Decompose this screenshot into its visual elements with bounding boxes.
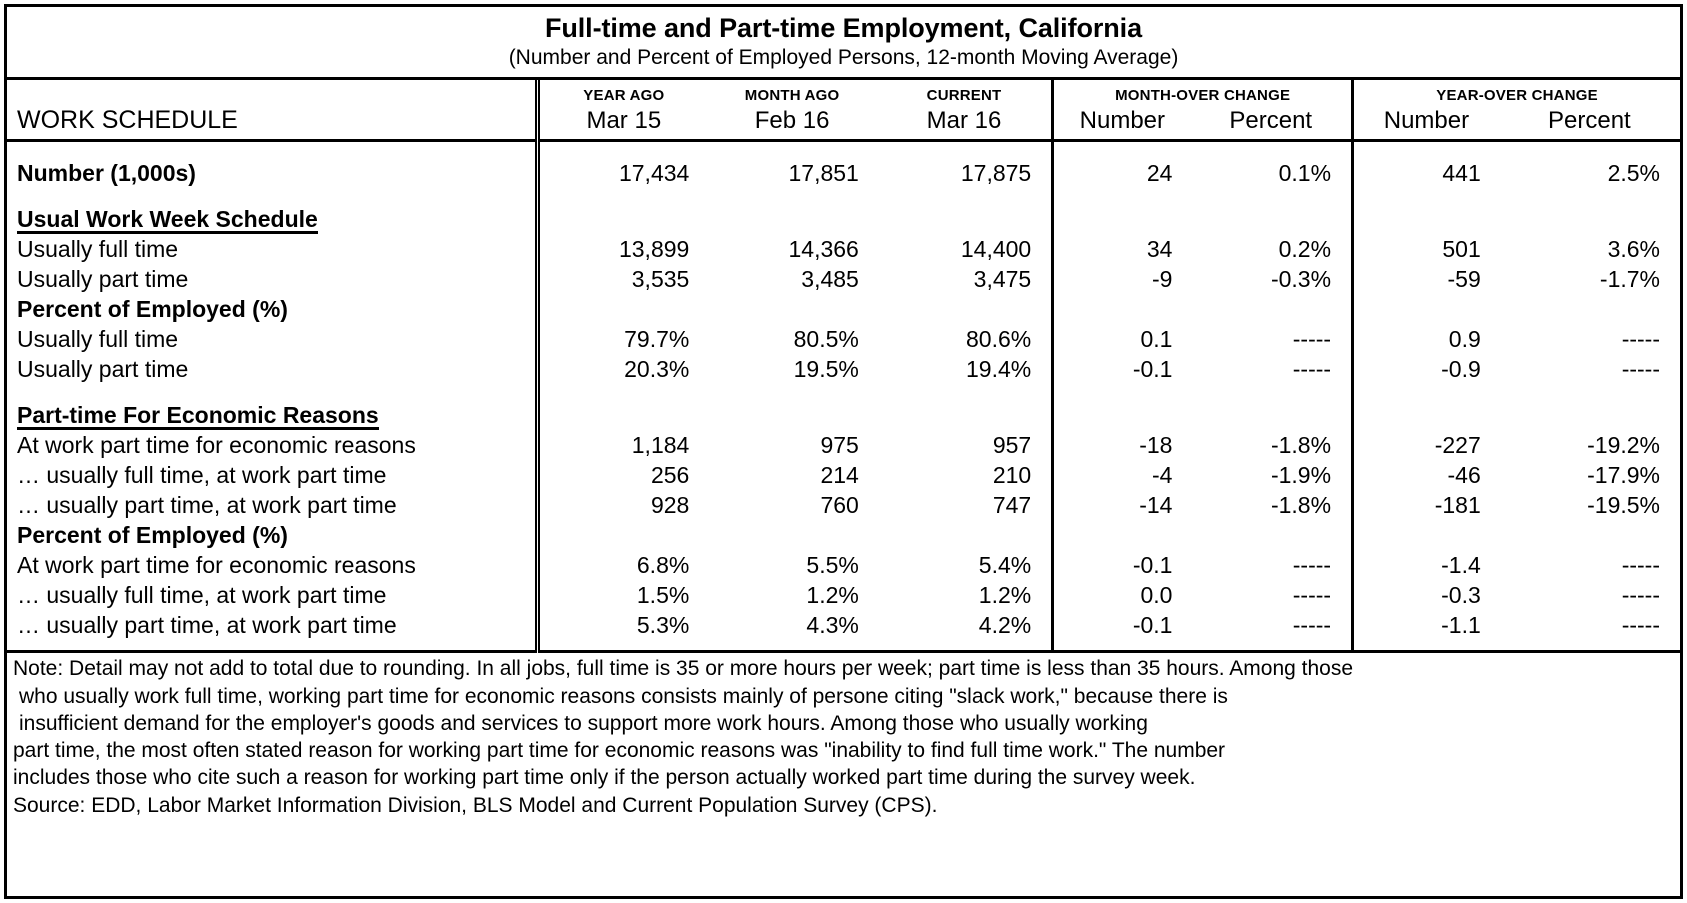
- spacer: [7, 188, 1680, 204]
- cell-current: 747: [992, 492, 1032, 519]
- cell-yo-number: -0.3: [1353, 580, 1499, 610]
- cell-mo-percent: -----: [1292, 356, 1332, 383]
- footnote-line-4: part time, the most often stated reason for working part time for economic reasons was "inability to find full time work." The number: [13, 739, 1226, 763]
- row-label: Usually full time: [17, 326, 179, 353]
- row-label: … usually full time, at work part time: [17, 462, 387, 489]
- table-row: [7, 264, 1680, 294]
- cell-yo-percent: -19.2%: [1587, 432, 1660, 459]
- cell-month-ago: 17,851: [788, 160, 859, 186]
- header-mo-percent: Percent: [1229, 107, 1313, 134]
- footnote-line-5: includes those who cite such a reason for working part time only if the person actually worked part time during the survey week.: [13, 766, 1196, 790]
- cell-mo-percent: 0.2%: [1278, 236, 1332, 263]
- cell-yo-number: -1.4: [1353, 550, 1499, 580]
- footnote-line-3: insufficient demand for the employer's goods and services to support more work hours. Among those who usually working: [19, 711, 1148, 735]
- section-header: Percent of Employed (%): [17, 296, 288, 323]
- cell-mo-percent: -1.9%: [1270, 462, 1332, 489]
- table-section-row: [7, 294, 1680, 324]
- cell-yo-percent: -19.5%: [1587, 492, 1660, 519]
- cell-yo-percent: 3.6%: [1607, 236, 1660, 263]
- table-row: [7, 354, 1680, 384]
- header-group-month-ago: MONTH AGO: [744, 87, 840, 104]
- page-title: Full-time and Part-time Employment, California: [545, 13, 1142, 43]
- table-row: [7, 234, 1680, 264]
- cell-mo-number: -0.1: [1053, 354, 1191, 384]
- table-row: [7, 580, 1680, 610]
- cell-mo-number: -4: [1053, 460, 1191, 490]
- spacer: [7, 384, 1680, 400]
- table-row: [7, 158, 1680, 188]
- section-header: Percent of Employed (%): [17, 522, 288, 549]
- row-label: Usually part time: [17, 266, 189, 293]
- cell-year-ago: 928: [538, 490, 708, 520]
- cell-year-ago: 17,434: [538, 158, 708, 188]
- cell-current: 17,875: [960, 160, 1032, 186]
- cell-month-ago: 214: [820, 462, 859, 489]
- cell-mo-number: 24: [1053, 158, 1191, 188]
- header-work-schedule: WORK SCHEDULE: [17, 106, 238, 134]
- cell-mo-percent: -----: [1292, 326, 1332, 353]
- cell-mo-percent: -----: [1292, 552, 1332, 579]
- cell-yo-percent: -----: [1621, 552, 1660, 579]
- cell-yo-percent: 2.5%: [1607, 160, 1660, 186]
- cell-year-ago: 256: [538, 460, 708, 490]
- table-row: [7, 460, 1680, 490]
- cell-month-ago: 5.5%: [806, 552, 859, 579]
- table-section-row: [7, 520, 1680, 550]
- cell-year-ago: 13,899: [538, 234, 708, 264]
- cell-current: 4.2%: [978, 612, 1032, 639]
- header-group-year-ago: YEAR AGO: [538, 80, 708, 106]
- header-group-year-over-change: YEAR-OVER CHANGE: [1353, 80, 1680, 106]
- cell-yo-number: -227: [1353, 430, 1499, 460]
- footnote-source: Source: EDD, Labor Market Information Division, BLS Model and Current Population Survey (CPS).: [13, 793, 938, 817]
- header-group-current: CURRENT: [926, 87, 1002, 104]
- spacer: [7, 640, 1680, 650]
- cell-yo-percent: -1.7%: [1599, 266, 1660, 293]
- cell-current: 80.6%: [966, 326, 1032, 353]
- cell-yo-number: -46: [1353, 460, 1499, 490]
- cell-mo-number: -18: [1053, 430, 1191, 460]
- cell-yo-number: -0.9: [1353, 354, 1499, 384]
- cell-yo-percent: -----: [1621, 326, 1660, 353]
- table-row: [7, 324, 1680, 354]
- header-period-current: Mar 16: [926, 107, 1002, 134]
- cell-yo-number: 0.9: [1353, 324, 1499, 354]
- cell-mo-number: 0.1: [1053, 324, 1191, 354]
- cell-year-ago: 1.5%: [538, 580, 708, 610]
- cell-month-ago: 80.5%: [793, 326, 859, 353]
- title-block: [7, 7, 1680, 80]
- cell-yo-number: 441: [1353, 158, 1499, 188]
- row-label: At work part time for economic reasons: [17, 432, 416, 459]
- header-mo-number: Number: [1053, 106, 1191, 139]
- cell-month-ago: 975: [820, 432, 859, 459]
- row-label: Usually full time: [17, 236, 179, 263]
- cell-mo-percent: -1.8%: [1270, 432, 1332, 459]
- table-row: [7, 550, 1680, 580]
- cell-mo-number: -0.1: [1053, 550, 1191, 580]
- cell-year-ago: 5.3%: [538, 610, 708, 640]
- footnote-line-1: Note: Detail may not add to total due to rounding. In all jobs, full time is 35 or more hours per week; part time is less than 35 hours. Among those: [13, 657, 1354, 681]
- cell-current: 210: [992, 462, 1032, 489]
- row-label: … usually part time, at work part time: [17, 612, 397, 639]
- cell-current: 1.2%: [978, 582, 1032, 609]
- cell-year-ago: 20.3%: [538, 354, 708, 384]
- cell-yo-percent: -17.9%: [1587, 462, 1660, 489]
- header-spacer: [7, 80, 538, 106]
- employment-table: [7, 80, 1680, 653]
- cell-current: 957: [992, 432, 1032, 459]
- cell-month-ago: 760: [820, 492, 859, 519]
- cell-year-ago: 79.7%: [538, 324, 708, 354]
- header-period-year-ago: Mar 15: [538, 106, 708, 139]
- table-section-row: [7, 204, 1680, 234]
- header-yo-number: Number: [1353, 106, 1499, 139]
- cell-mo-number: 34: [1053, 234, 1191, 264]
- cell-mo-percent: -0.3%: [1270, 266, 1332, 293]
- cell-month-ago: 1.2%: [806, 582, 859, 609]
- cell-yo-number: -1.1: [1353, 610, 1499, 640]
- cell-mo-percent: -----: [1292, 612, 1332, 639]
- table-row: [7, 610, 1680, 640]
- row-label: … usually part time, at work part time: [17, 492, 397, 519]
- footnote-block: [7, 653, 1680, 896]
- row-label: At work part time for economic reasons: [17, 552, 416, 579]
- cell-yo-number: 501: [1353, 234, 1499, 264]
- page-subtitle: (Number and Percent of Employed Persons, 12-month Moving Average): [508, 46, 1179, 70]
- cell-yo-number: -59: [1353, 264, 1499, 294]
- row-label: … usually full time, at work part time: [17, 582, 387, 609]
- cell-year-ago: 3,535: [538, 264, 708, 294]
- table-bottom-rule: [7, 650, 1680, 652]
- cell-yo-number: -181: [1353, 490, 1499, 520]
- section-header: Part-time For Economic Reasons: [7, 400, 538, 430]
- cell-mo-percent: -----: [1292, 582, 1332, 609]
- table-header-periods: [7, 106, 1680, 139]
- cell-mo-number: -0.1: [1053, 610, 1191, 640]
- cell-year-ago: 1,184: [538, 430, 708, 460]
- footnote-line-2: who usually work full time, working part time for economic reasons consists mainly of persone citing "slack work," because there is: [19, 684, 1228, 708]
- cell-mo-percent: -1.8%: [1270, 492, 1332, 519]
- cell-current: 14,400: [960, 236, 1032, 263]
- cell-mo-percent: 0.1%: [1278, 160, 1332, 186]
- table-frame: [4, 4, 1683, 899]
- cell-current: 19.4%: [966, 356, 1032, 383]
- cell-current: 3,475: [973, 266, 1032, 293]
- cell-month-ago: 14,366: [788, 236, 859, 263]
- cell-yo-percent: -----: [1621, 356, 1660, 383]
- header-period-month-ago: Feb 16: [754, 107, 830, 134]
- cell-mo-number: -9: [1053, 264, 1191, 294]
- cell-yo-percent: -----: [1621, 612, 1660, 639]
- spacer: [7, 141, 1680, 159]
- cell-year-ago: 6.8%: [538, 550, 708, 580]
- cell-month-ago: 4.3%: [806, 612, 859, 639]
- header-group-month-over-change: MONTH-OVER CHANGE: [1053, 80, 1353, 106]
- row-label: Number (1,000s): [17, 160, 196, 186]
- table-section-row: [7, 400, 1680, 430]
- cell-current: 5.4%: [978, 552, 1032, 579]
- header-yo-percent: Percent: [1548, 107, 1631, 134]
- cell-yo-percent: -----: [1621, 582, 1660, 609]
- row-label: Usually part time: [17, 356, 189, 383]
- table-row: [7, 430, 1680, 460]
- table-row: [7, 490, 1680, 520]
- cell-mo-number: 0.0: [1053, 580, 1191, 610]
- section-header: Usual Work Week Schedule: [7, 204, 538, 234]
- cell-mo-number: -14: [1053, 490, 1191, 520]
- table-header-groups: [7, 80, 1680, 106]
- cell-month-ago: 19.5%: [793, 356, 859, 383]
- cell-month-ago: 3,485: [801, 266, 859, 293]
